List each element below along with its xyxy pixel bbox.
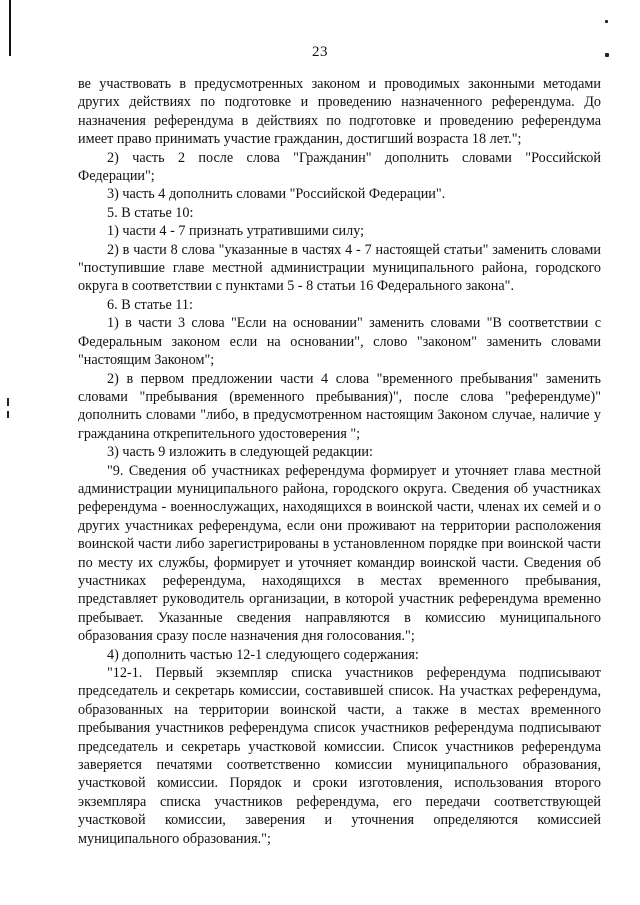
paragraph: "9. Сведения об участниках референдума формирует и уточняет глава местной администрации муниципального района, городского округа. Сведения об участниках референдума - военнослужащих, находящихся в воинской части, членах их семей и о других участниках референдума, если они проживают на территории расположения воинской части либо зарегистрированы в установленном порядке при воинской части по месту их службы, формирует и уточняет командир воинской части. Сведения об участниках референдума, находящихся в местах временного пребывания, представляет руководитель организации, в которой участник референдума временно пребывает. Указанные сведения направляются в комиссию муниципального образования сразу после назначения дня голосования.";: [78, 462, 601, 645]
paragraph: 4) дополнить частью 12-1 следующего содержания:: [107, 646, 419, 663]
page-number: 23: [312, 44, 328, 60]
paragraph: 1) в части 3 слова "Если на основании" заменить словами "В соответствии с Федеральным законом если на основании", слово "законом" заменить словами "настоящим Законом";: [78, 315, 601, 369]
paragraph: ве участвовать в предусмотренных законом и проводимых законными методами других действиях по подготовке и проведению назначенного референдума. До назначения референдума в действиях по подготовке и проведению референдума имеет право принимать участие гражданин, достигший возраста 18 лет.";: [78, 76, 601, 148]
document-body: [78, 75, 601, 848]
paragraph: 2) в части 8 слова "указанные в частях 4 - 7 настоящей статьи" заменить словами "поступившие главе местной администрации муниципального района, городского округа в соответствии с пунктами 5 - 8 статьи 16 Федерального закона".: [78, 241, 601, 295]
paragraph: "12-1. Первый экземпляр списка участников референдума подписывают председатель и секретарь комиссии, составившей список. На участках референдума, образованных на территории воинской части, а также в местах временного пребывания участников референдума список участников референдума подписывают председатель и секретарь участковой комиссии. Список участников референдума заверяется печатями соответственно комиссии муниципального образования, участковой комиссии. Порядок и сроки изготовления, использования второго экземпляра списка участников референдума, его передачи соответствующей участковой комиссии, заверения и уточнения определяются комиссией муниципального образования.";: [78, 665, 601, 847]
paragraph: 2) часть 2 после слова "Гражданин" дополнить словами "Российской Федерации";: [78, 149, 601, 185]
margin-change-mark: [7, 398, 9, 406]
paragraph: 3) часть 9 изложить в следующей редакции:: [107, 444, 373, 461]
paragraph: 1) части 4 - 7 признать утратившими силу;: [107, 223, 365, 240]
paragraph: 2) в первом предложении части 4 слова "временного пребывания" заменить словами "пребывания (временного пребывания)", после слова "референдуме)" дополнить словами "либо, в предусмотренном настоящим Законом случае, наличие у гражданина открепительного удостоверения ";: [78, 370, 601, 442]
paragraph: 6. В статье 11:: [107, 296, 193, 313]
paragraph: 5. В статье 10:: [107, 204, 194, 221]
scan-mark-top-right: [605, 20, 608, 23]
margin-change-mark: [7, 411, 9, 418]
paragraph: 3) часть 4 дополнить словами "Российской Федерации".: [107, 186, 446, 203]
